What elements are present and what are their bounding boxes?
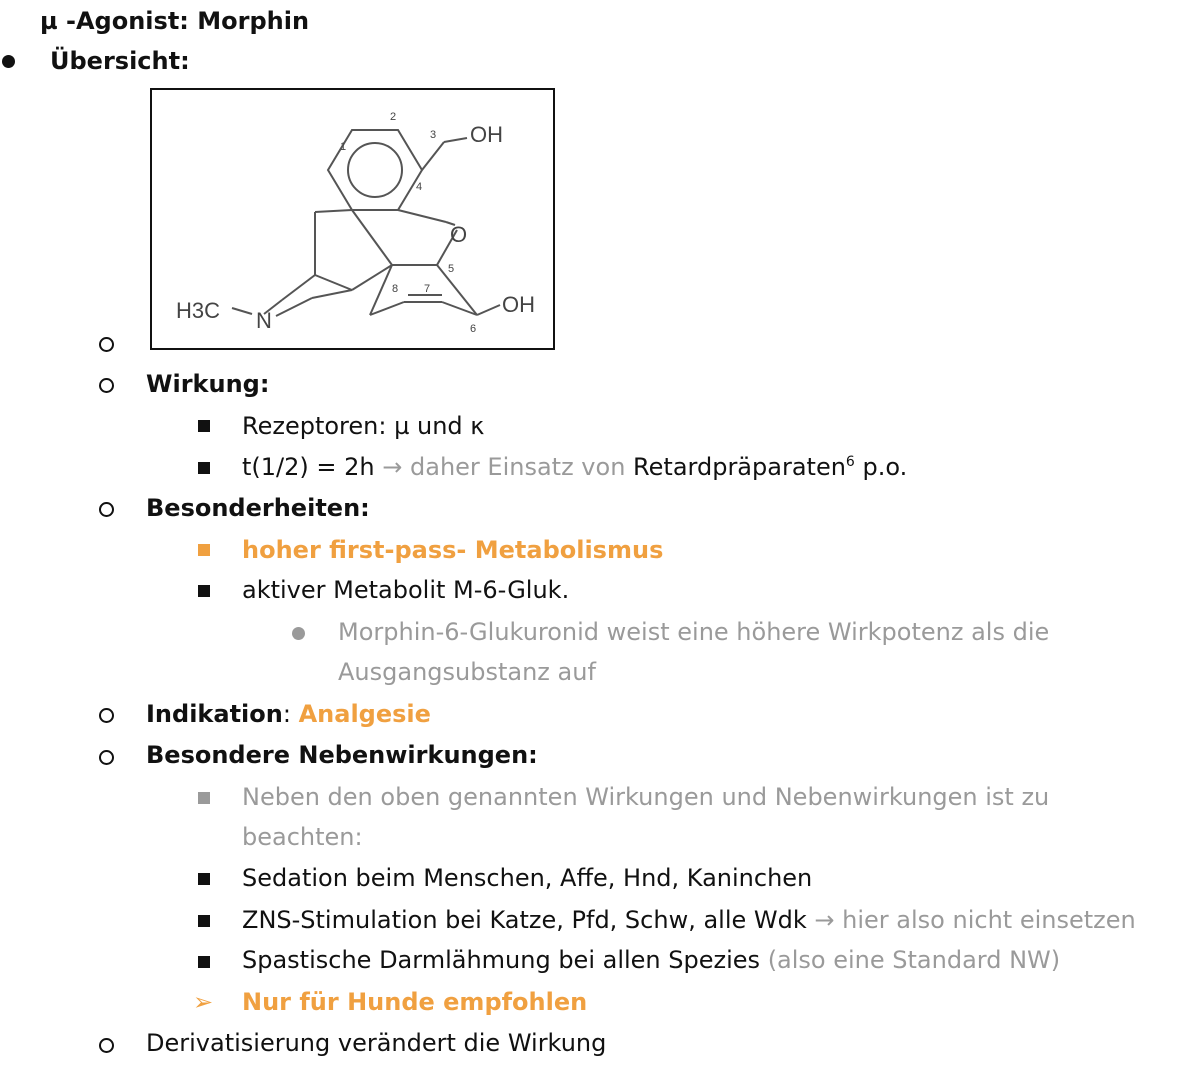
bullet-circle — [99, 1038, 114, 1053]
morphine-structure-drawing — [152, 90, 553, 348]
label-oh-3: OH — [470, 122, 503, 147]
label-n: N — [256, 308, 272, 333]
position-7: 7 — [424, 283, 431, 295]
bullet-square — [198, 956, 210, 968]
nebenwirkungen-heading: Besondere Nebenwirkungen: — [146, 741, 538, 769]
po-text: p.o. — [862, 453, 908, 481]
bullet-square — [198, 792, 210, 804]
position-3: 3 — [430, 129, 437, 141]
indikation-colon: : — [282, 700, 291, 728]
position-5: 5 — [448, 263, 455, 275]
halflife-text: t(1/2) = 2h — [242, 453, 375, 481]
bullet-circle — [99, 502, 114, 517]
bullet-square — [198, 420, 210, 432]
page-title: µ -Agonist: Morphin — [40, 7, 310, 35]
footnote-6: 6 — [845, 454, 855, 470]
darm-item — [242, 945, 1060, 975]
bullet-square — [198, 462, 210, 474]
zns-gray-text: hier also nicht einsetzen — [842, 906, 1136, 934]
position-2: 2 — [390, 111, 397, 123]
metabolite-detail-line2: Ausgangsubstanz auf — [338, 658, 596, 686]
arrow-bullet-icon: ➢ — [193, 988, 214, 1016]
bullet-circle — [99, 337, 114, 352]
bullet-square — [198, 915, 210, 927]
nebenwirkungen-note-line1: Neben den oben genannten Wirkungen und Nebenwirkungen ist zu — [242, 783, 1050, 811]
sedation-item: Sedation beim Menschen, Affe, Hnd, Kaninchen — [242, 864, 813, 892]
bullet-circle — [99, 750, 114, 765]
label-o-bridge: O — [450, 222, 468, 247]
wirkung-halflife — [242, 452, 907, 482]
nebenwirkungen-note-line2: beachten: — [242, 823, 363, 851]
zns-item — [242, 905, 1136, 935]
first-pass-item: hoher first-pass- Metabolismus — [242, 536, 664, 564]
wirkung-heading: Wirkung: — [146, 370, 270, 398]
label-oh-6: OH — [502, 292, 535, 317]
position-1: 1 — [340, 141, 347, 153]
indikation-line — [146, 699, 431, 729]
indikation-value: Analgesie — [298, 700, 431, 728]
aromatic-circle — [348, 143, 402, 197]
darm-text: Spastische Darmlähmung bei allen Spezies — [242, 946, 761, 974]
position-8: 8 — [392, 283, 399, 295]
bullet-circle — [99, 378, 114, 393]
metabolite-detail-line1: Morphin-6-Glukuronid weist eine höhere Wirkpotenz als die — [338, 618, 1050, 646]
arrow-right-icon: → — [382, 453, 403, 481]
zns-text: ZNS-Stimulation bei Katze, Pfd, Schw, alle Wdk — [242, 906, 807, 934]
bullet-dot — [2, 55, 15, 68]
label-h3c: H3C — [176, 298, 221, 323]
overview-heading: Übersicht: — [50, 47, 190, 75]
position-4: 4 — [416, 181, 423, 193]
besonderheiten-heading: Besonderheiten: — [146, 494, 370, 522]
darm-gray-text: (also eine Standard NW) — [767, 946, 1061, 974]
bullet-dot — [292, 627, 305, 640]
bullet-square — [198, 873, 210, 885]
metabolite-item: aktiver Metabolit M-6-Gluk. — [242, 576, 570, 604]
morphine-structure-image — [150, 88, 555, 350]
position-6: 6 — [470, 323, 477, 335]
bullet-square — [198, 544, 210, 556]
bullet-circle — [99, 708, 114, 723]
halflife-gray-text: daher Einsatz von — [410, 453, 626, 481]
arrow-right-icon: → — [814, 906, 835, 934]
derivatisierung-item: Derivatisierung verändert die Wirkung — [146, 1029, 607, 1057]
indikation-label: Indikation — [146, 700, 283, 728]
bullet-square — [198, 585, 210, 597]
retard-text: Retardpräparaten — [633, 453, 846, 481]
dogs-recommendation: Nur für Hunde empfohlen — [242, 988, 588, 1016]
wirkung-receptors: Rezeptoren: µ und κ — [242, 412, 485, 440]
